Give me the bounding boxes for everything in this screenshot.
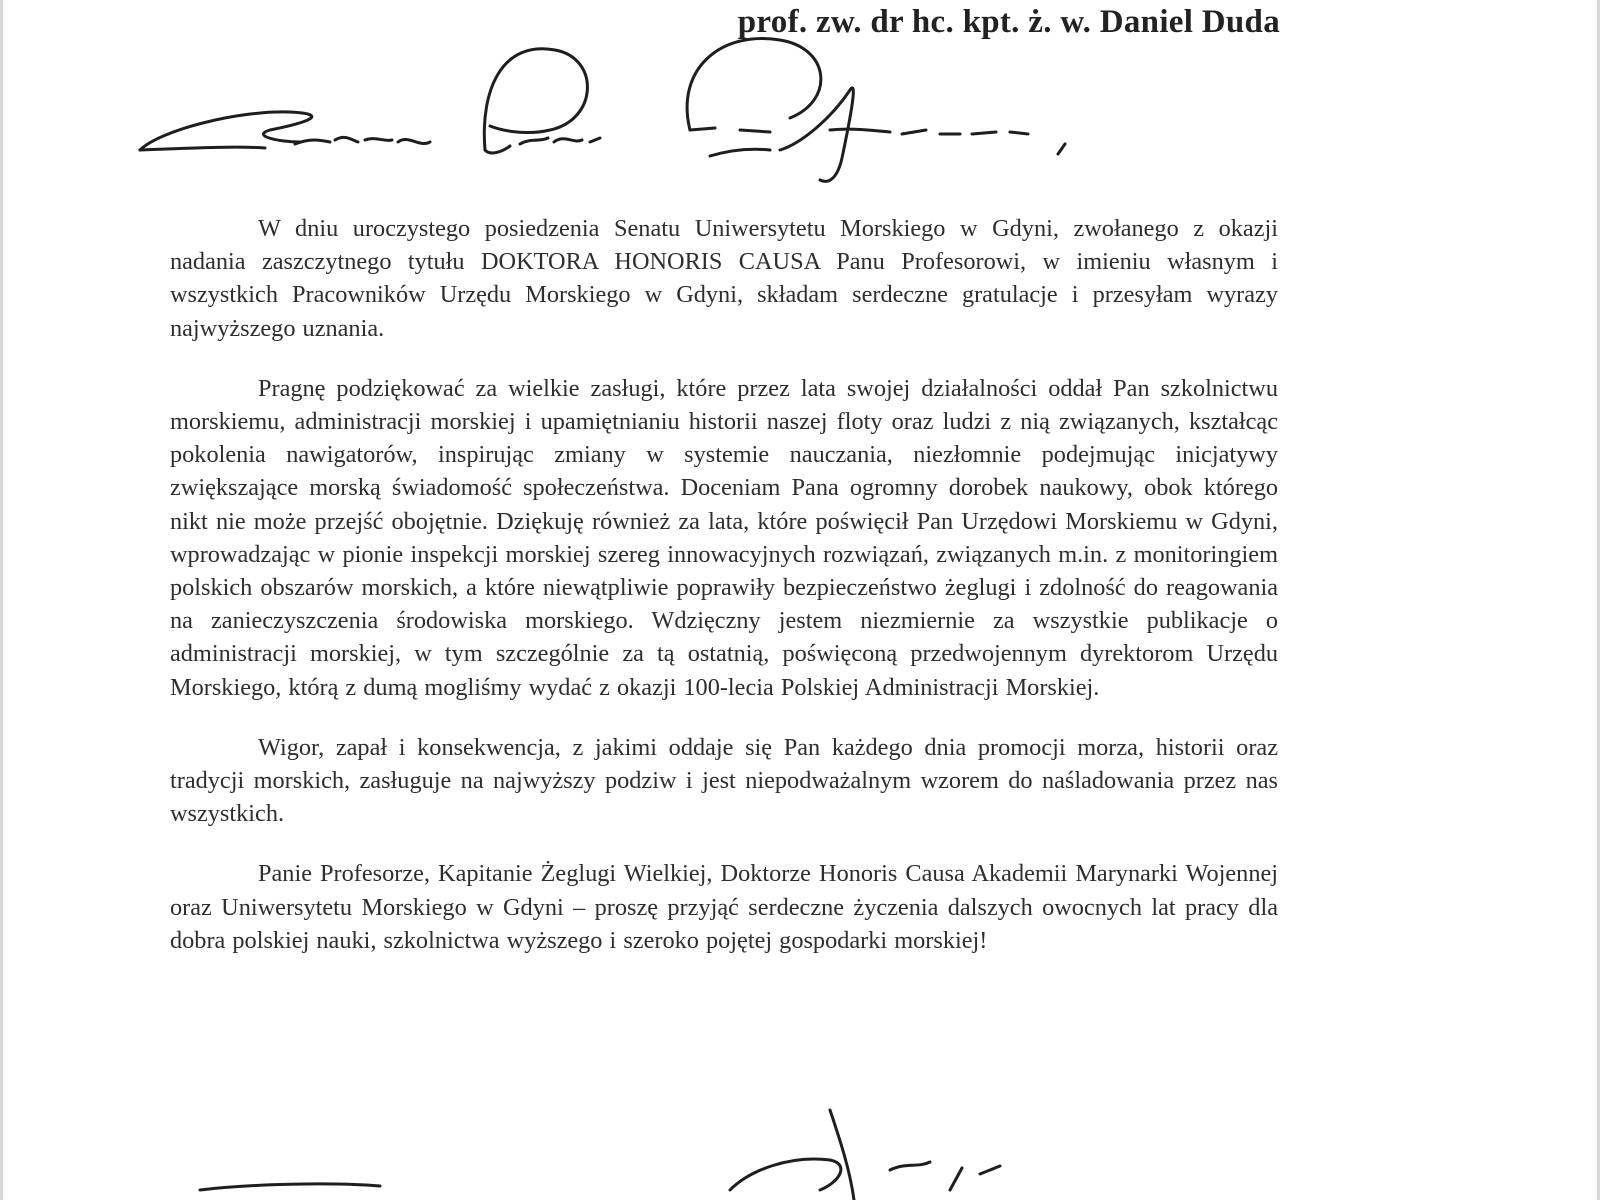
- handwritten-signature: [190, 1050, 1090, 1200]
- page-left-edge: [0, 0, 3, 1200]
- recipient-name: prof. zw. dr hc. kpt. ż. w. Daniel Duda: [737, 4, 1280, 40]
- paragraph-admiration: Wigor, zapał i konsekwencja, z jakimi oddaje się Pan każdego dnia promocji morza, historii oraz tradycji morskich, zasługuje na najwyższy podziw i jest niepodważalnym wzorem do naśladowania przez nas wszystkich.: [170, 733, 1278, 828]
- letter-body: [170, 212, 1278, 957]
- paragraph-wishes: Panie Profesorze, Kapitanie Żeglugi Wielkiej, Doktorze Honoris Causa Akademii Marynarki Wojennej oraz Uniwersytetu Morskiego w Gdyni – proszę przyjąć serdeczne życzenia dalszych owocnych lat pracy dla dobra polskiej nauki, szkolnictwa wyższego i szeroko pojętej gospodarki morskiej!: [170, 860, 1278, 954]
- paragraph-congratulations: W dniu uroczystego posiedzenia Senatu Uniwersytetu Morskiego w Gdyni, zwołanego z okazji nadania zaszczytnego tytułu DOKTORA HONORIS CAUSA Panu Profesorowi, w imieniu własnym i wszystkich Pracowników Urzędu Morskiego w Gdyni, składam serdeczne gratulacje i przesyłam wyrazy najwyższego uznania.: [170, 215, 1278, 342]
- handwritten-salutation: [130, 30, 1120, 210]
- paragraph-gratitude: Pragnę podziękować za wielkie zasługi, które przez lata swojej działalności oddał Pan szkolnictwu morskiemu, administracji morskiej i upamiętnianiu historii naszej floty oraz ludzi z nią związanych, kształcąc pokolenia nawigatorów, inspirując zmiany w systemie nauczania, niezłomnie podejmując inicjatywy zwiększające morską świadomość społeczeństwa. Doceniam Pana ogromny dorobek naukowy, obok którego nikt nie może przejść obojętnie. Dziękuję również za lata, które poświęcił Pan Urzędowi Morskiemu w Gdyni, wprowadzając w pionie inspekcji morskiej szereg innowacyjnych rozwiązań, związanych m.in. z monitoringiem polskich obszarów morskich, a które niewątpliwie poprawiły bezpieczeństwo żeglugi i zdolność do reagowania na zanieczyszczenia środowiska morskiego. Wdzięczny jestem niezmiernie za wszystkie publikacje o administracji morskiej, w tym szczególnie za tą ostatnią, poświęconą przedwojennym dyrektorom Urzędu Morskiego, którą z dumą mogliśmy wydać z okazji 100-lecia Polskiej Administracji Morskiej.: [170, 374, 1278, 701]
